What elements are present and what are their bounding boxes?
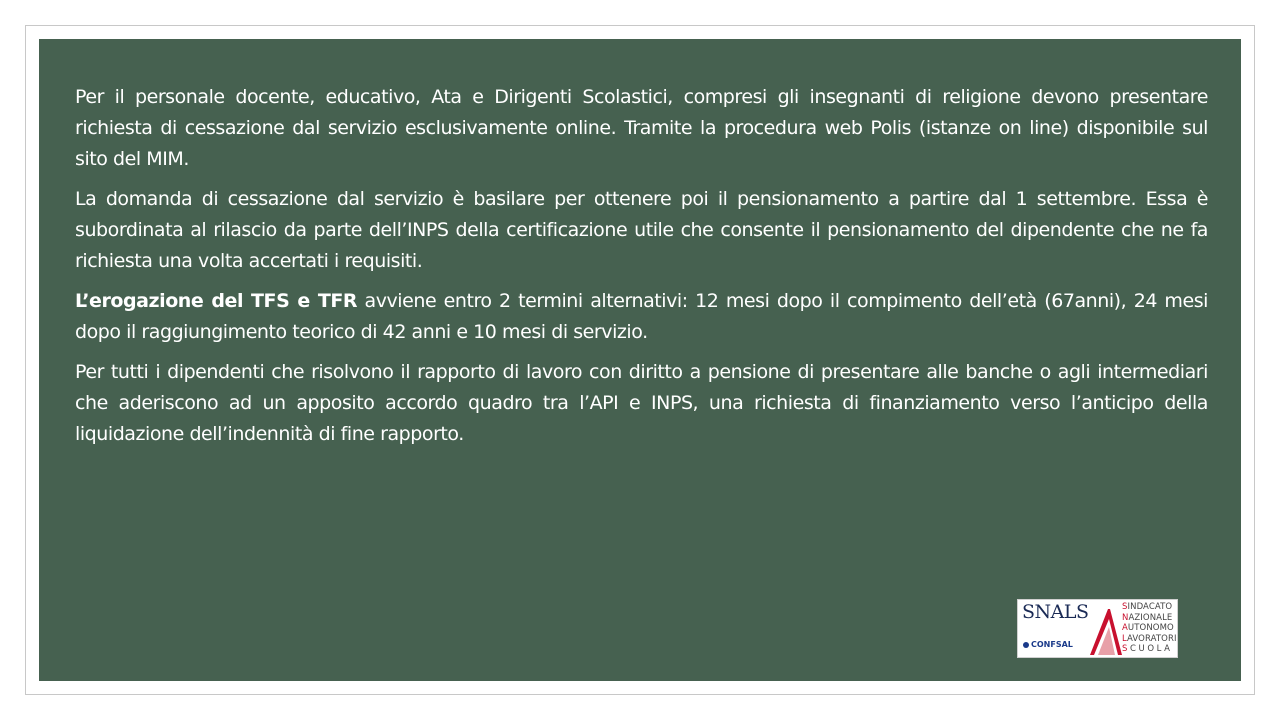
logo-confsal-label: CONFSAL	[1031, 640, 1073, 649]
paragraph-1-text: Per il personale docente, educativo, Ata e Dirigenti Scolastici, compresi gli insegnanti di religione devono presentare richiesta di cessazione dal servizio esclusivamente online. Tramite la procedura web Polis (istanze on line) disponibile sul sito del MIM.	[75, 86, 1208, 170]
paragraph-3-bold-lead: L’erogazione del TFS e TFR	[75, 290, 358, 312]
paragraph-3	[75, 286, 1208, 348]
snals-logo	[1017, 599, 1178, 658]
logo-line-3: AUTONOMO	[1122, 623, 1174, 634]
logo-line-2: NAZIONALE	[1122, 612, 1173, 623]
paragraph-2	[75, 184, 1208, 277]
paragraph-1	[75, 82, 1208, 175]
logo-line-1: SINDACATO	[1122, 602, 1173, 612]
logo-line-5: SCUOLA	[1122, 644, 1173, 655]
content-panel	[39, 39, 1241, 681]
logo-confsal	[1023, 640, 1073, 649]
paragraph-4	[75, 357, 1208, 450]
confsal-mark-icon	[1023, 642, 1029, 648]
logo-acronym-lines	[1122, 602, 1177, 655]
logo-wordmark: SNALS	[1022, 601, 1089, 623]
logo-line-4: LAVORATORI	[1122, 633, 1177, 644]
body-text	[75, 82, 1208, 459]
paragraph-3-text: avviene entro 2 termini alternativi: 12 mesi dopo il compimento dell’età (67anni), 24 mesi dopo il raggiungimento teorico di 42 anni e 10 mesi di servizio.	[75, 290, 1209, 343]
paragraph-4-text: Per tutti i dipendenti che risolvono il rapporto di lavoro con diritto a pensione di presentare alle banche o agli intermediari che aderiscono ad un apposito accordo quadro tra l’API e INPS, una richiesta di finanziamento verso l’anticipo della liquidazione dell’indennità di fine rapporto.	[75, 361, 1208, 445]
paragraph-2-text: La domanda di cessazione dal servizio è basilare per ottenere poi il pensionamento a partire dal 1 settembre. Essa è subordinata al rilascio da parte dell’INPS della certificazione utile che consente il pensionamento del dipendente che ne fa richiesta una volta accertati i requisiti.	[75, 188, 1208, 272]
logo-arch-icon	[1088, 603, 1122, 656]
